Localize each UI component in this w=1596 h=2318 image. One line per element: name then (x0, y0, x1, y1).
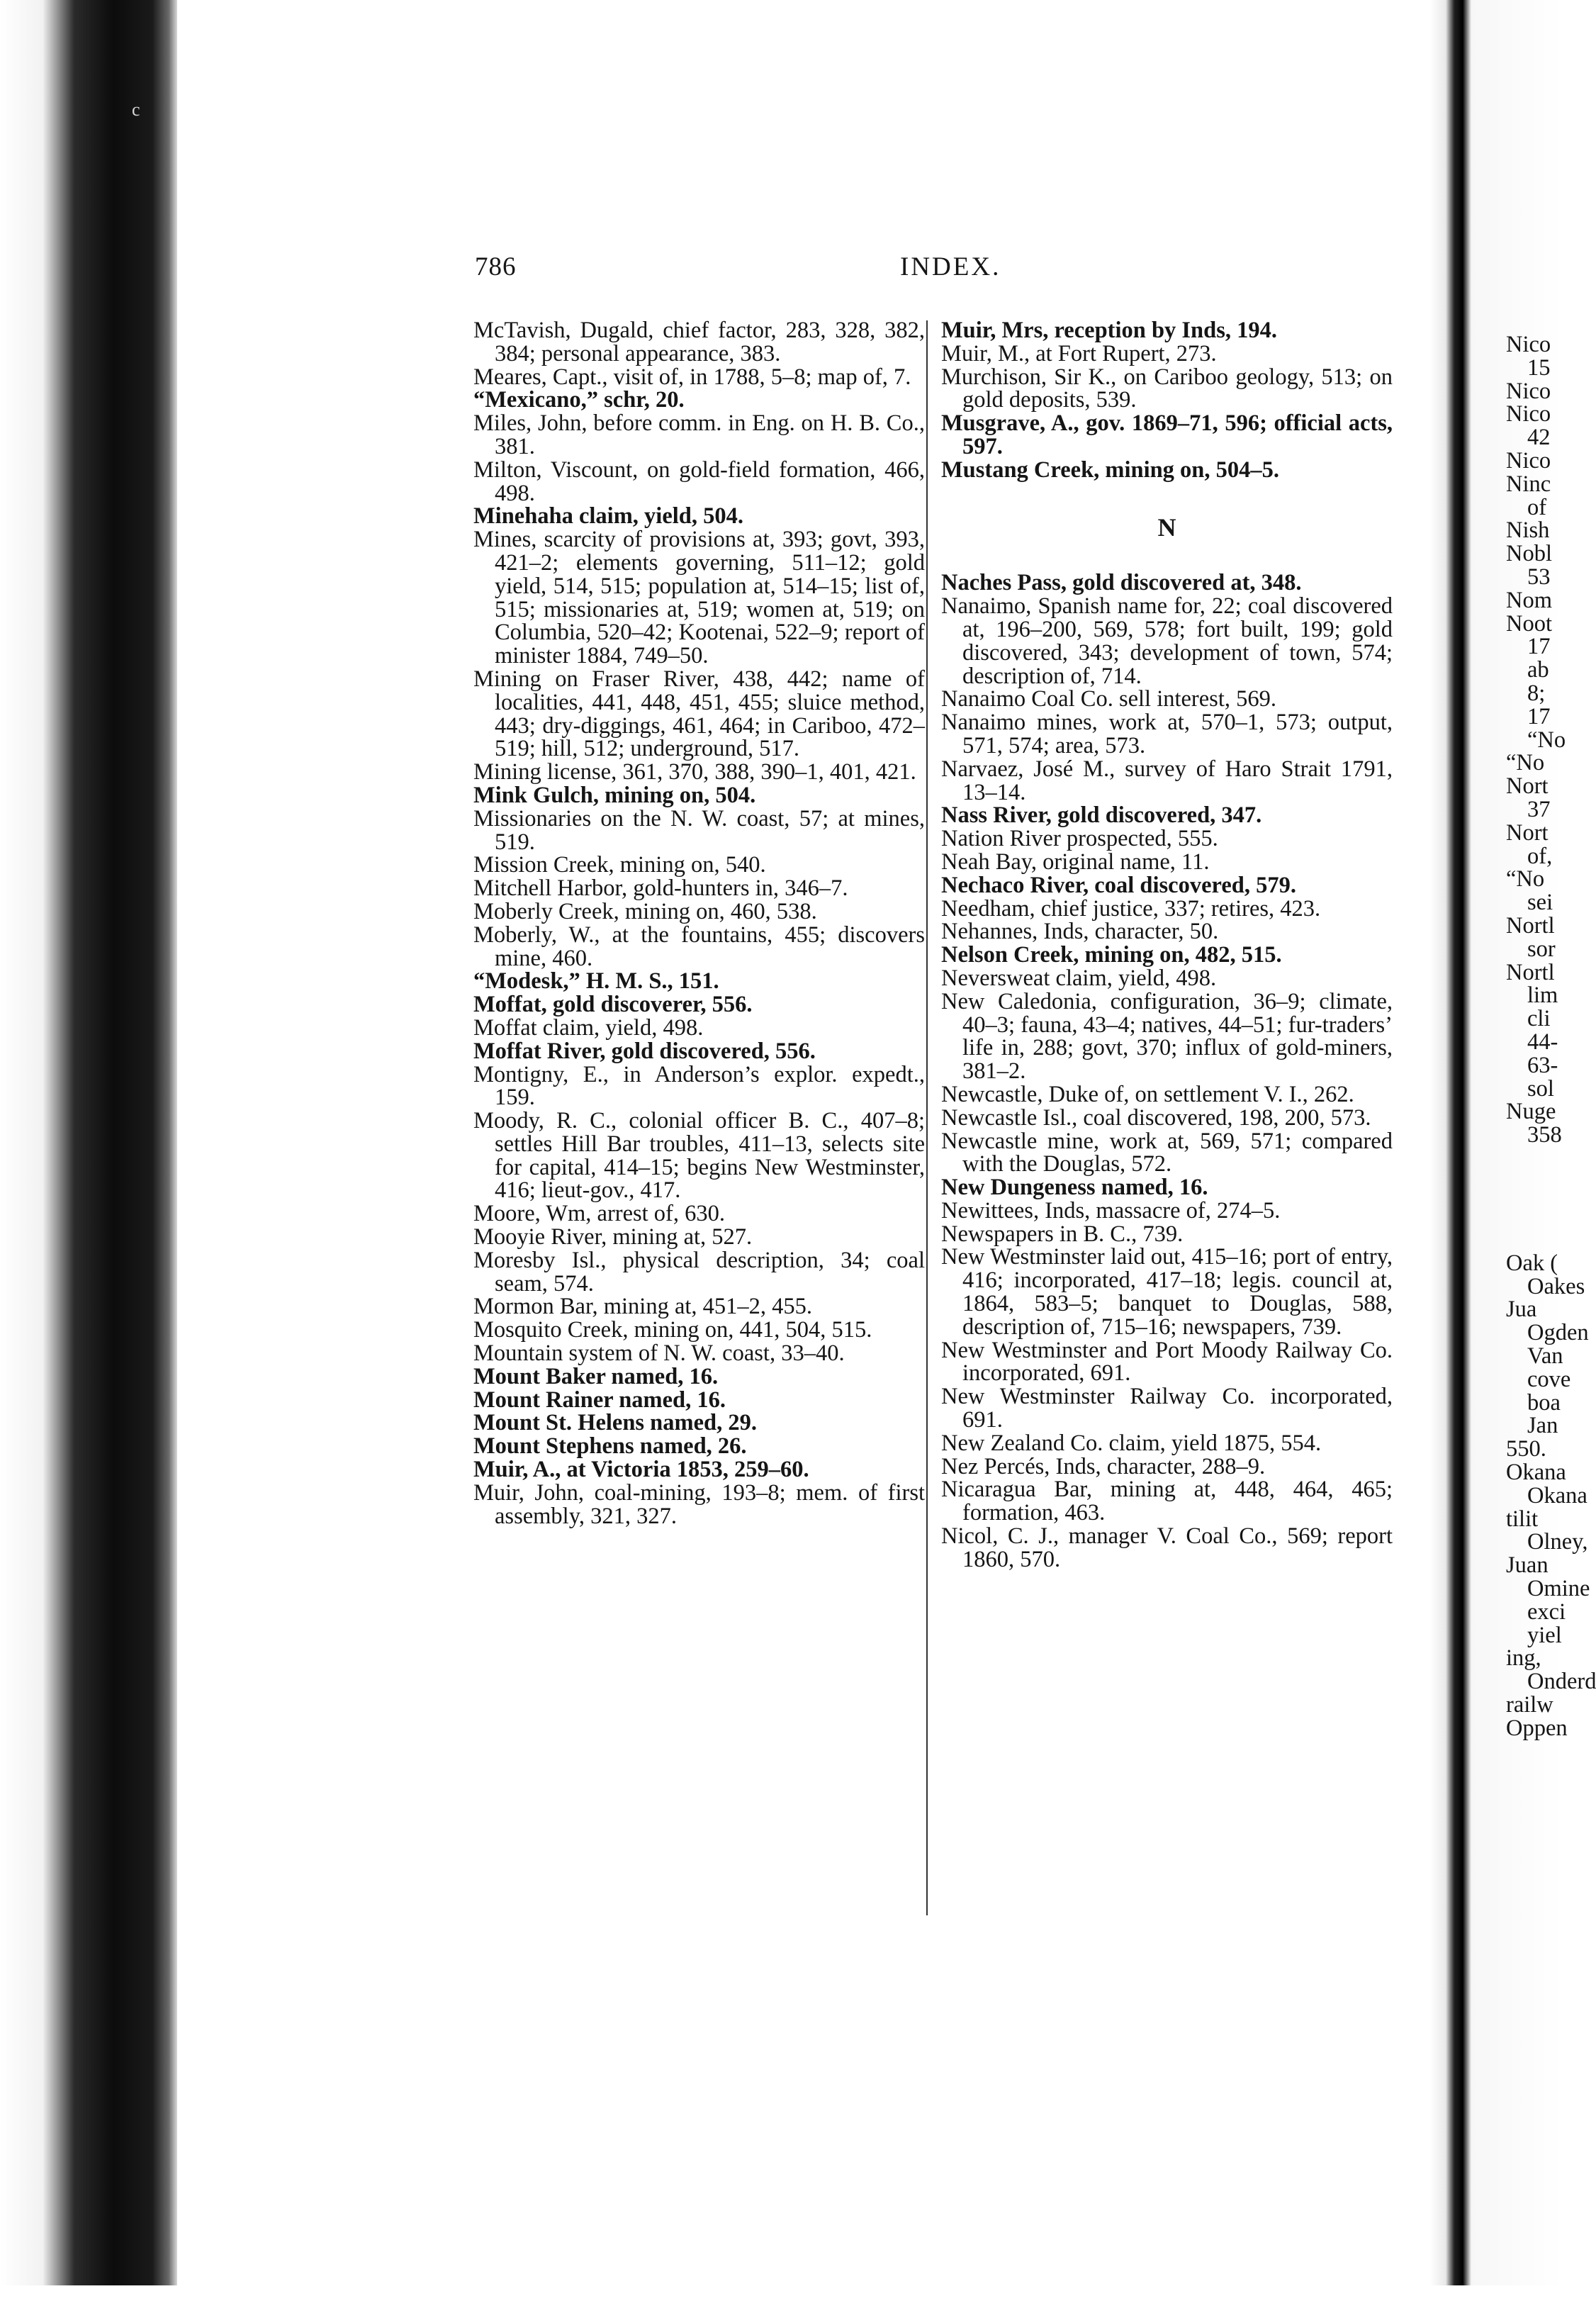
adjacent-page-line: Jua (1506, 1297, 1537, 1323)
index-entry: Nelson Creek, mining on, 482, 515. (941, 942, 1282, 968)
adjacent-page-line: 44- (1527, 1029, 1558, 1055)
adjacent-page-line: Juan (1506, 1552, 1549, 1579)
adjacent-page-line: 358 (1527, 1122, 1562, 1148)
index-entry: Muir, M., at Fort Rupert, 273. (941, 340, 1217, 366)
adjacent-page-line: railw (1506, 1692, 1553, 1718)
adjacent-page-line: tilit (1506, 1506, 1539, 1532)
adjacent-page-line: Oakes (1527, 1273, 1585, 1299)
adjacent-page-line: Nish (1506, 517, 1550, 544)
adjacent-page-line: lim (1527, 982, 1558, 1009)
adjacent-page-line: 42 (1527, 425, 1551, 451)
adjacent-page-line: exci (1527, 1598, 1566, 1625)
index-entry: Naches Pass, gold discovered at, 348. (941, 570, 1302, 596)
index-entry: Mountain system of N. W. coast, 33–40. (473, 1340, 845, 1367)
section-letter-heading: N (1157, 513, 1176, 542)
index-entry: Mormon Bar, mining at, 451–2, 455. (473, 1294, 813, 1320)
index-entry: Muir, John, coal-mining, 193–8; mem. of first assembly, 321, 327. (473, 1479, 925, 1529)
index-entry: Newittees, Inds, massacre of, 274–5. (941, 1197, 1281, 1224)
adjacent-page-line: Okana (1506, 1460, 1566, 1486)
index-entry: Musgrave, A., gov. 1869–71, 596; official acts, 597. (941, 410, 1393, 459)
index-entry: “Mexicano,” schr, 20. (473, 387, 685, 413)
index-entry: Moresby Isl., physical description, 34; coal seam, 574. (473, 1247, 925, 1297)
index-entry: Nicaragua Bar, mining at, 448, 464, 465; formation, 463. (941, 1477, 1393, 1526)
adjacent-page-line: Okana (1527, 1482, 1587, 1508)
adjacent-page-line: Jan (1527, 1413, 1558, 1439)
adjacent-page-line: ab (1527, 657, 1549, 683)
index-entry: New Westminster and Port Moody Railway Co. incorporated, 691. (941, 1337, 1393, 1387)
adjacent-page-line: Nortl (1506, 912, 1555, 939)
index-entry: Moore, Wm, arrest of, 630. (473, 1201, 726, 1227)
index-entry: Mission Creek, mining on, 540. (473, 852, 766, 878)
column-divider (926, 320, 928, 1915)
index-entry: Mining on Fraser River, 438, 442; name of localities, 441, 448, 451, 455; sluice method, 443; dry-diggings, 461, 464; in Cariboo, 472–519; hill, 512; underground, 517. (473, 666, 925, 762)
index-entry: Mount Stephens named, 26. (473, 1433, 747, 1460)
adjacent-page-line: Nuge (1506, 1099, 1556, 1125)
index-entry: Mustang Creek, mining on, 504–5. (941, 457, 1280, 483)
index-entry: Mines, scarcity of provisions at, 393; govt, 393, 421–2; elements governing, 511–12; gold yield, 514, 515; population at, 514–15; list of, 515; missionaries at, 519; women at, 519; on Columbia, 520–42; Kootenai, 522–9; report of minister 1884, 749–50. (473, 527, 925, 669)
adjacent-page-line: “No (1527, 727, 1566, 753)
adjacent-page-line: Nobl (1506, 541, 1552, 567)
index-entry: Nation River prospected, 555. (941, 826, 1218, 852)
index-entry: Mount Rainer named, 16. (473, 1387, 726, 1413)
index-entry: Moberly Creek, mining on, 460, 538. (473, 898, 817, 924)
index-entry: Moffat, gold discoverer, 556. (473, 992, 753, 1018)
index-entry: Muir, A., at Victoria 1853, 259–60. (473, 1457, 809, 1483)
page-number: 786 (475, 252, 517, 281)
index-entry: Miles, John, before comm. in Eng. on H. B. Co., 381. (473, 410, 925, 459)
index-entry: “Modesk,” H. M. S., 151. (473, 968, 719, 995)
adjacent-page-line: Oppen (1506, 1715, 1568, 1741)
adjacent-page-line: sol (1527, 1075, 1554, 1102)
index-entry: Mount Baker named, 16. (473, 1363, 719, 1389)
adjacent-page-line: Oak ( (1506, 1250, 1558, 1276)
index-entry: Moody, R. C., colonial officer B. C., 407–8; settles Hill Bar troubles, 411–13, selects site for capital, 414–15; begins New Westminster, 416; lieut-gov., 417. (473, 1108, 925, 1204)
index-entry: Neversweat claim, yield, 498. (941, 965, 1217, 991)
adjacent-page-line: of (1527, 494, 1547, 520)
adjacent-page-line: sei (1527, 890, 1553, 916)
adjacent-page-line: 37 (1527, 796, 1551, 822)
adjacent-page-line: 63- (1527, 1052, 1558, 1078)
index-entry: Mitchell Harbor, gold-hunters in, 346–7. (473, 875, 848, 902)
running-title: INDEX. (900, 252, 1001, 281)
book-spine-shadow (0, 0, 177, 2285)
index-entry: New Westminster Railway Co. incorporated, 691. (941, 1384, 1393, 1433)
adjacent-page-line: Olney, (1527, 1529, 1588, 1555)
adjacent-page-line: Nom (1506, 587, 1552, 613)
adjacent-page-line: 15 (1527, 354, 1551, 381)
adjacent-page-line: yiel (1527, 1622, 1562, 1648)
index-entry: Nehannes, Inds, character, 50. (941, 919, 1219, 945)
index-entry: Newcastle mine, work at, 569, 571; compared with the Douglas, 572. (941, 1128, 1393, 1177)
index-entry: Mount St. Helens named, 29. (473, 1410, 757, 1436)
index-entry: Nanaimo Coal Co. sell interest, 569. (941, 686, 1276, 712)
index-entry: Mosquito Creek, mining on, 441, 504, 515. (473, 1317, 872, 1343)
index-entry: Mining license, 361, 370, 388, 390–1, 401, 421. (473, 759, 916, 785)
adjacent-page-line: 17 (1527, 634, 1551, 660)
index-entry: New Westminster laid out, 415–16; port of entry, 416; incorporated, 417–18; legis. council at, 1864, 583–5; banquet to Douglas, 588, description of, 715–16; newspapers, 739. (941, 1244, 1393, 1340)
index-entry: Moberly, W., at the fountains, 455; discovers mine, 460. (473, 922, 925, 971)
adjacent-page-line: Omine (1527, 1576, 1590, 1602)
index-entry: McTavish, Dugald, chief factor, 283, 328, 382, 384; personal appearance, 383. (473, 318, 925, 366)
running-head (475, 252, 1417, 294)
adjacent-page-line: 17 (1527, 703, 1551, 729)
adjacent-page-line: 53 (1527, 564, 1551, 590)
adjacent-page-line: boa (1527, 1389, 1561, 1416)
index-entry: Meares, Capt., visit of, in 1788, 5–8; map of, 7. (473, 364, 911, 390)
adjacent-page-line: cli (1527, 1006, 1551, 1032)
adjacent-page-line: Nico (1506, 378, 1551, 404)
adjacent-page-line: Nort (1506, 773, 1549, 800)
index-entry: New Zealand Co. claim, yield 1875, 554. (941, 1430, 1322, 1456)
adjacent-page-line: Nico (1506, 447, 1551, 474)
index-entry: Nanaimo mines, work at, 570–1, 573; output, 571, 574; area, 573. (941, 710, 1393, 758)
adjacent-page-line: Van (1527, 1343, 1563, 1370)
adjacent-page-fragment (1506, 332, 1596, 2318)
index-entry: Missionaries on the N. W. coast, 57; at mines, 519. (473, 805, 925, 855)
index-section-m-continued (941, 319, 1393, 482)
adjacent-page-line: ing, (1506, 1645, 1541, 1672)
adjacent-page-line: of, (1527, 843, 1553, 869)
adjacent-page-line: “No (1506, 866, 1545, 892)
index-entry: Newcastle, Duke of, on settlement V. I., 262. (941, 1081, 1354, 1107)
adjacent-page-line: Nort (1506, 819, 1549, 846)
index-entry: Nass River, gold discovered, 347. (941, 802, 1262, 829)
index-entry: Nechaco River, coal discovered, 579. (941, 872, 1296, 898)
adjacent-page-line: Onderd (1527, 1669, 1596, 1695)
index-column-left (473, 319, 925, 1528)
index-entry: Nicol, C. J., manager V. Coal Co., 569; report 1860, 570. (941, 1523, 1393, 1572)
index-entry: New Caledonia, configuration, 36–9; climate, 40–3; fauna, 43–4; natives, 44–51; fur-traders’ life in, 288; govt, 370; influx of gold-miners, 381–2. (941, 988, 1393, 1085)
index-entry: Mooyie River, mining at, 527. (473, 1224, 753, 1250)
index-entry: Milton, Viscount, on gold-field formation, 466, 498. (473, 457, 925, 506)
index-entry: New Dungeness named, 16. (941, 1175, 1208, 1201)
index-entry: Moffat River, gold discovered, 556. (473, 1038, 816, 1064)
adjacent-page-line: Ninc (1506, 471, 1551, 497)
adjacent-page-line: Ogden (1527, 1320, 1589, 1346)
index-entry: Newcastle Isl., coal discovered, 198, 200, 573. (941, 1104, 1371, 1131)
index-entry: Nez Percés, Inds, character, 288–9. (941, 1453, 1266, 1479)
index-column-right (941, 319, 1393, 1572)
index-entry: Murchison, Sir K., on Cariboo geology, 513; on gold deposits, 539. (941, 364, 1393, 413)
index-entry: Narvaez, José M., survey of Haro Strait 1791, 13–14. (941, 756, 1393, 805)
adjacent-page-line: Nico (1506, 332, 1551, 357)
adjacent-page-line: “No (1506, 750, 1545, 776)
adjacent-page-line: 550. (1506, 1436, 1546, 1462)
adjacent-page-line: sor (1527, 936, 1556, 962)
index-entry: Minehaha claim, yield, 504. (473, 503, 743, 530)
adjacent-page-line: cove (1527, 1366, 1571, 1392)
index-entry: Muir, Mrs, reception by Inds, 194. (941, 318, 1277, 343)
adjacent-page-line: Noot (1506, 610, 1552, 637)
index-entry: Mink Gulch, mining on, 504. (473, 782, 756, 808)
index-entry: Newspapers in B. C., 739. (941, 1221, 1184, 1247)
edge-mark: c (132, 99, 140, 120)
index-entry: Nanaimo, Spanish name for, 22; coal discovered at, 196–200, 569, 578; fort built, 199; gold discovered, 343; development of town, 574; description of, 714. (941, 593, 1393, 689)
index-entry: Needham, chief justice, 337; retires, 423. (941, 895, 1321, 922)
adjacent-page-line: Nico (1506, 401, 1551, 427)
index-entry: Montigny, E., in Anderson’s explor. expedt., 159. (473, 1061, 925, 1111)
index-section-n (941, 571, 1393, 1571)
adjacent-page-line: 8; (1527, 680, 1546, 706)
index-entry: Moffat claim, yield, 498. (473, 1014, 704, 1041)
adjacent-page-line: Nortl (1506, 959, 1555, 985)
index-entry: Neah Bay, original name, 11. (941, 849, 1210, 875)
